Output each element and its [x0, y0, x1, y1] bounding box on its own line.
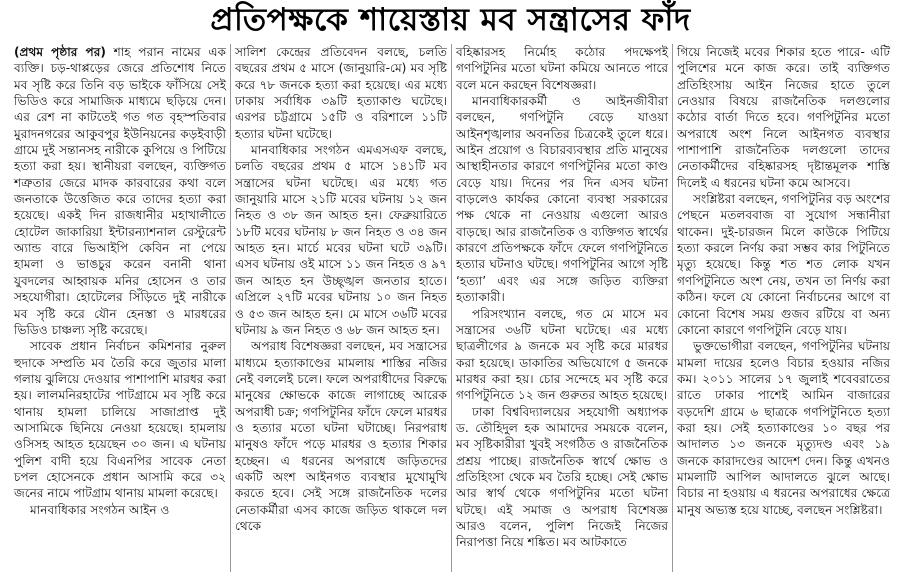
column-3: [452, 44, 673, 572]
paragraph: সাবেক প্রধান নির্বাচন কমিশনার নুরুল হুদাকে সম্প্রতি মব তৈরি করে জুতার মালা গলায় ঝুলিয়ে দেওয়ার পাশাপাশি মারধর করা হয়। লালমনিরহাটের পাটগ্রামে মব সৃষ্টি করে থানায় হামলা চালিয়ে সাজাপ্রাপ্ত দুই আসামিকে ছিনিয়ে নেওয়া হয়েছে। হামলায় ওসিসহ আহত হয়েছেন ৩০ জন। এ ঘটনায় পুলিশ বাদী হয়ে বিএনপির সাবেক নেতা চপল হোসেনকে প্রধান আসামি করে ৩২ জনের নামে পাটগ্রাম থানায় মামলা করেছে।: [14, 339, 226, 501]
paragraph-text: শাহ পরান নামের এক ব্যক্তি। চড়-থাপ্পড়ের জেরে প্রতিশোধ নিতে মব সৃষ্টি করে তিনি বড় ভাইকে ফাঁসিয়ে সেই ভিডিও করে সামাজিক মাধ্যমে ছড়িয়ে দেন। এর রেশ না কাটতেই গত গত বৃহস্পতিবার মুরাদনগরের আকুবপুর ইউনিয়নের কড়ইবাড়ী গ্রামে দুই সন্তানসহ নারীকে কুপিয়ে ও পিটিয়ে হত্যা করা হয়। স্থানীয়রা বলছেন, ব্যক্তিগত শত্রুতার জেরে মাদক কারবারের কথা বলে জনতাকে উত্তেজিত করে তাদের হত্যা করা হয়েছে। একই দিন রাজধানীর মহাখালীতে হোটেল জাকারিয়া ইন্টারন্যাশনাল রেস্টুরেন্ট অ্যান্ড বারে ভিআইপি কেবিন না পেয়ে হামলা ও ভাঙচুর করেন বনানী থানা যুবদলের আহ্বায়ক মনির হোসেন ও তার সহযোগীরা। হোটেলের সিঁড়িতে দুই নারীকে মব সৃষ্টি করে যৌন হেনস্তা ও মারধরের ভিডিও চাঞ্চল্য সৃষ্টি করেছে।: [14, 45, 226, 337]
paragraph: সংশ্লিষ্টরা বলছেন, গণপিটুনির বড় অংশের পেছনে মতলববাজ বা সুযোগ সন্ধানীরা থাকেন। দুই-চারজন মিলে কাউকে পিটিয়ে হত্যা করলে নির্ণয় করা সম্ভব কার পিটুনিতে মৃত্যু হয়েছে। কিন্তু শত শত লোক যখন গণপিটুনিতে অংশ নেয়, তখন তা নির্ণয় করা কঠিন। ফলে যে কোনো নির্বাচনের আগে বা কোনো বিশেষ সময় গুজব রটিয়ে বা অন্য কোনো কারণে গণপিটুনি বেড়ে যায়।: [677, 192, 890, 337]
paragraph: মানবাধিকারকর্মী ও আইনজীবীরা বলছেন, গণপিটুনি বেড়ে যাওয়া আইনশৃঙ্খলার অবনতির চিত্রকেই তুলে ধরে। আইন প্রয়োগ ও বিচারব্যবস্থার প্রতি মানুষের আস্থাহীনতার কারণে গণপিটুনির মতো কাণ্ড বেড়ে যায়। দিনের পর দিন এসব ঘটনা বাড়লেও কার্যকর কোনো ব্যবস্থা সরকারের পক্ষ থেকে না নেওয়ায় এগুলো আরও বাড়ছে। আর রাজনৈতিক ও ব্যক্তিগত স্বার্থের কারণে প্রতিপক্ষকে ফাঁদে ফেলে গণপিটুনিতে হত্যার ঘটনাও ঘটছে। গণপিটুনির আগে সৃষ্টি ‘হত্যা’ এবং এর সঙ্গে জড়িত ব্যক্তিরা হত্যাকারী।: [456, 94, 668, 305]
column-4: [673, 44, 894, 572]
column-2: [231, 44, 452, 572]
paragraph: গিয়ে নিজেই মবের শিকার হতে পারে- এটি পুলিশের মনে কাজ করে। তাই ব্যক্তিগত প্রতিহিংসায় আইন নিজের হাতে তুলে নেওয়ার বিষয়ে রাজনৈতিক দলগুলোর কঠোর বার্তা দিতে হবে। গণপিটুনির মতো অপরাধে অংশ নিলে আইনগত ব্যবস্থার পাশাপাশি রাজনৈতিক দলগুলো তাদের নেতাকর্মীদের বহিষ্কারসহ দৃষ্টান্তমূলক শাস্তি দিলেই এ ধরনের ঘটনা কমে আসবে।: [677, 45, 890, 190]
paragraph: ভুক্তভোগীরা বলছেন, গণপিটুনির ঘটনায় মামলা দায়ের হলেও বিচার হওয়ার নজির কম। ২০১১ সালের ১৭ জুলাই শবেবরাতের রাতে ঢাকার পাশেই আমিন বাজারের বড়দেশি গ্রামে ৬ ছাত্রকে গণপিটুনিতে হত্যা করা হয়। সেই হত্যাকাণ্ডের ১০ বছর পর আদালত ১৩ জনকে মৃত্যুদণ্ড এবং ১৯ জনকে কারাদণ্ডের আদেশ দেন। কিন্তু এখনও মামলাটি আপিল আদালতে ঝুলে আছে। বিচার না হওয়ায় এ ধরনের অপরাধের ক্ষেত্রে মানুষ অভ্যস্ত হয়ে যাচ্ছে, বলছেন সংশ্লিষ্টরা।: [677, 339, 890, 517]
article-columns: [10, 44, 896, 572]
headline: প্রতিপক্ষকে শায়েস্তায় মব সন্ত্রাসের ফাঁদ: [210, 2, 691, 38]
paragraph: অপরাধ বিশেষজ্ঞরা বলছেন, মব সন্ত্রাসের মাধ্যমে হত্যাকাণ্ডের মামলায় শাস্তির নজির নেই বললেই চলে। ফলে অপরাধীদের বিরুদ্ধে মানুষের ক্ষোভকে কাজে লাগাচ্ছে আরেক অপরাধী চক্র; গণপিটুনির ফাঁদে ফেলে মারধর ও হত্যার মতো ঘটনা ঘটাচ্ছে। নিরপরাধ মানুষও ফাঁদে পড়ে মারধর ও হত্যার শিকার হচ্ছেন। এ ধরনের অপরাধে জড়িতদের একটি অংশ আইনগত ব্যবস্থার মুখোমুখি করতে হবে। সেই সঙ্গে রাজনৈতিক দলের নেতাকর্মীরা এসব কাজে জড়িত থাকলে দল থেকে: [235, 339, 447, 533]
column-1: [10, 44, 231, 572]
paragraph: মানবাধিকার সংগঠন এমএসএফ বলছে, চলতি বছরের প্রথম ৫ মাসে ১৪১টি মব সন্ত্রাসের ঘটনা ঘটেছে। এর মধ্যে গত জানুয়ারি মাসে ২১টি মবের ঘটনায় ১২ জন নিহত ও ৩৮ জন আহত হন। ফেব্রুয়ারিতে ১৮টি মবের ঘটনায় ৮ জন নিহত ও ৩৪ জন আহত হন। মার্চে মবের ঘটনা ঘটে ৩৯টি। এসব ঘটনায় ওই মাসে ১১ জন নিহত ও ৯৭ জন আহত হন উচ্ছৃঙ্খল জনতার হাতে। এপ্রিলে ২৭টি মবের ঘটনায় ১০ জন নিহত ও ৫৩ জন আহত হন। মে মাসে ৩৬টি মবের ঘটনায় ৯ জন নিহত ও ৬৮ জন আহত হন।: [235, 143, 447, 337]
continued-label: (প্রথম পৃষ্ঠার পর): [14, 45, 106, 59]
paragraph: ঢাকা বিশ্ববিদ্যালয়ের সহযোগী অধ্যাপক ড. তৌহিদুল হক আমাদের সময়কে বলেন, মব সৃষ্টিকারীরা খুবই সংগঠিত ও রাজনৈতিক প্রশ্রয় পাচ্ছে। রাজনৈতিক স্বার্থে ক্ষোভ ও প্রতিহিংসা থেকে মব তৈরি হচ্ছে। সেই ক্ষোভ আর স্বার্থ থেকে গণপিটুনির মতো ঘটনা ঘটছে। এই সমাজ ও অপরাধ বিশেষজ্ঞ আরও বলেন, পুলিশ নিজেই নিজের নিরাপত্তা নিয়ে শঙ্কিত। মব আটকাতে: [456, 404, 668, 550]
paragraph: মানবাধিকার সংগঠন আইন ও: [30, 502, 170, 517]
paragraph: পরিসংখ্যান বলছে, গত মে মাসে মব সন্ত্রাসের ৩৬টি ঘটনা ঘটেছে। এর মধ্যে ছাত্রলীগের ৯ জনকে মব সৃষ্টি করে মারধর করা হয়েছে। ডাকাতির অভিযোগে ৫ জনকে মারধর করা হয়। চোর সন্দেহে মব সৃষ্টি করে গণপিটুনিতে ১২ জন গুরুতর আহত হয়েছে।: [456, 306, 668, 403]
paragraph: সালিশ কেন্দ্রের প্রতিবেদন বলছে, চলতি বছরের প্রথম ৫ মাসে (জানুয়ারি-মে) মব সৃষ্টি করে ৭৮ জনকে হত্যা করা হয়েছে। এর মধ্যে ঢাকায় সর্বাধিক ৩৯টি হত্যাকাণ্ড ঘটেছে। এরপর চট্টগ্রামে ১৫টি ও বরিশালে ১১টি হত্যার ঘটনা ঘটেছে।: [235, 45, 447, 141]
paragraph: বহিষ্কারসহ নির্মোহ কঠোর পদক্ষেপই গণপিটুনির মতো ঘটনা কমিয়ে আনতে পারে বলে মনে করছেন বিশেষজ্ঞরা।: [456, 45, 668, 92]
paragraph: [14, 44, 226, 338]
